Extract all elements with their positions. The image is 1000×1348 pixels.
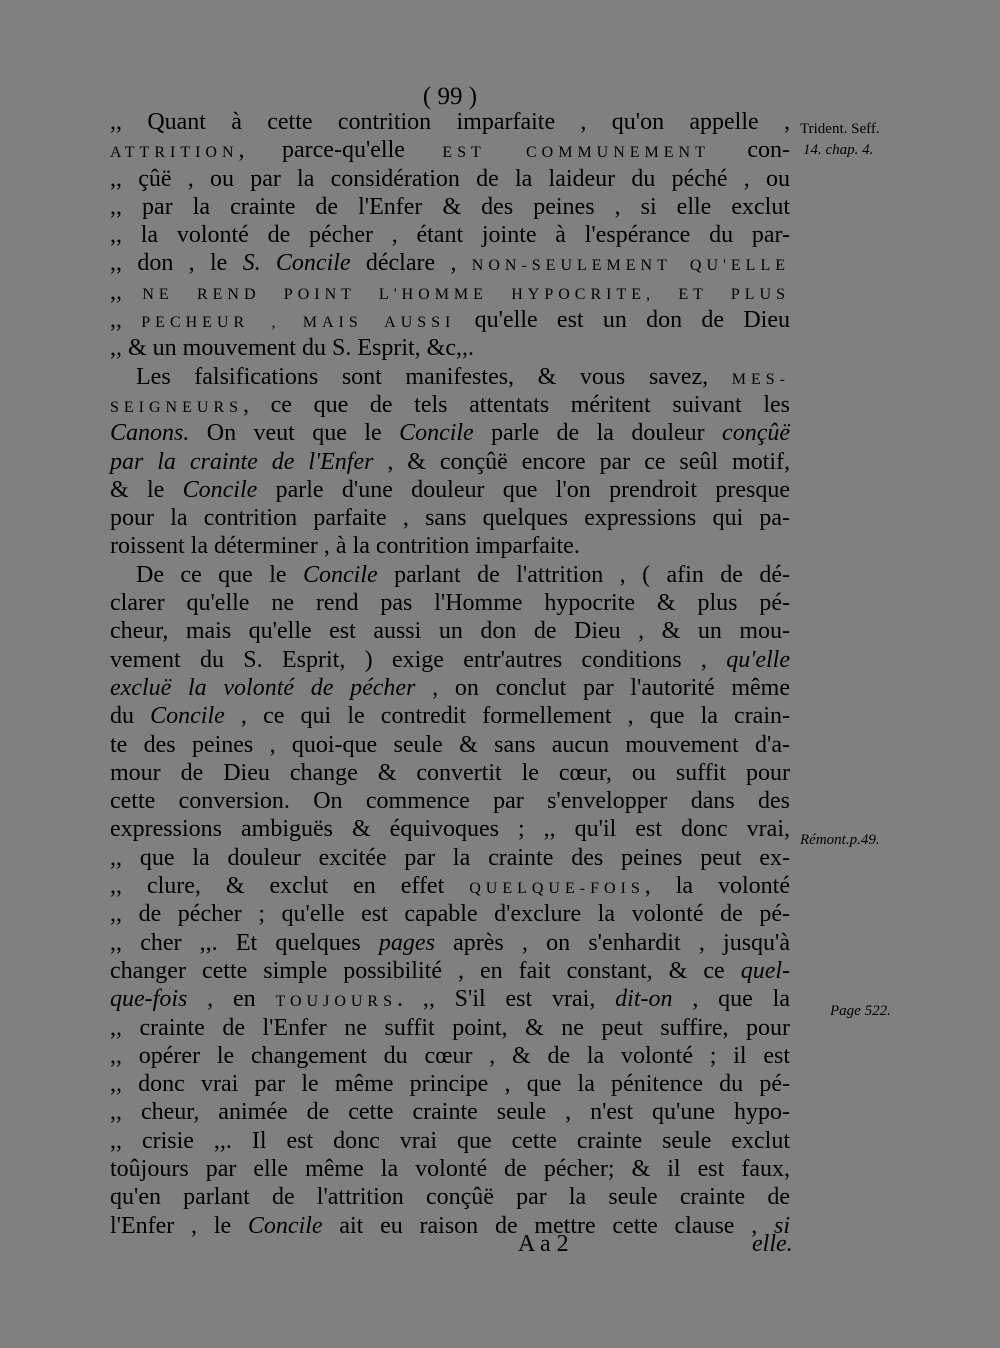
margin-note-remont: Rémont.p.49. — [800, 832, 880, 848]
page-number: ( 99 ) — [422, 83, 478, 110]
text-line: ,, que la douleur excitée par la crainte des peines peut ex- — [110, 844, 790, 871]
margin-note-trident-2: 14. chap. 4. — [803, 142, 874, 158]
text-line: du Concile , ce qui le contredit formellement , que la crain- — [110, 703, 790, 730]
text-line: mour de Dieu change & convertit le cœur, ou suffit pour — [110, 759, 790, 786]
text-line: & le Concile parle d'une douleur que l'on prendroit presque — [110, 476, 790, 503]
text-line: qu'en parlant de l'attrition conçûë par la seule crainte de — [110, 1184, 790, 1211]
text-line: que-fois , en TOUJOURS. ,, S'il est vrai, dit-on , que la — [110, 986, 790, 1013]
text-line: ,, clure, & exclut en effet QUELQUE-FOIS, la volonté — [110, 873, 790, 900]
text-line: SEIGNEURS, ce que de tels attentats méritent suivant les — [110, 391, 790, 418]
text-line: ,, çûë , ou par la considération de la laideur du péché , ou — [110, 165, 790, 192]
text-line: Canons. On veut que le Concile parle de la douleur conçûë — [110, 420, 791, 447]
text-line: excluë la volonté de pécher , on conclut par l'autorité même — [110, 674, 790, 701]
text-line: ,, de pécher ; qu'elle est capable d'exclure la volonté de pé- — [110, 901, 790, 928]
text-line: toûjours par elle même la volonté de pécher; & il est faux, — [110, 1155, 790, 1182]
text-line: par la crainte de l'Enfer , & conçûë encore par ce seûl motif, — [110, 448, 790, 475]
text-line: cette conversion. On commence par s'envelopper dans des — [110, 788, 790, 815]
text-line: ATTRITION, parce-qu'elle EST COMMUNEMENT con- — [110, 137, 790, 164]
text-line: clarer qu'elle ne rend pas l'Homme hypocrite & plus pé- — [110, 590, 790, 617]
margin-note-page: Page 522. — [830, 1003, 891, 1019]
text-line: ,, NE REND POINT L'HOMME HYPOCRITE, ET PLUS — [110, 278, 791, 305]
text-line: ,, & un mouvement du S. Esprit, &c,,. — [110, 335, 474, 362]
text-line: ,, don , le S. Concile déclare , NON-SEULEMENT QU'ELLE — [110, 250, 790, 277]
text-line: ,, cheur, animée de cette crainte seule , n'est qu'une hypo- — [110, 1099, 790, 1126]
text-line: ,, opérer le changement du cœur , & de la volonté ; il est — [110, 1042, 790, 1069]
text-line: Les falsifications sont manifestes, & vous savez, MES- — [136, 363, 790, 390]
text-line: ,, crainte de l'Enfer ne suffit point, & ne peut suffire, pour — [110, 1014, 790, 1041]
text-line: ,, par la crainte de l'Enfer & des peines , si elle exclut — [110, 193, 790, 220]
signature-mark: A a 2 — [518, 1231, 569, 1257]
text-line: ,, la volonté de pécher , étant jointe à l'espérance du par- — [110, 222, 790, 249]
text-line: ,, Quant à cette contrition imparfaite , qu'on appelle , — [110, 109, 790, 135]
text-line: ,, crisie ,,. Il est donc vrai que cette crainte seule exclut — [110, 1127, 790, 1154]
text-line: De ce que le Concile parlant de l'attrition , ( afin de dé- — [136, 561, 790, 588]
page-body-text — [110, 108, 790, 1240]
text-line: vement du S. Esprit, ) exige entr'autres conditions , qu'elle — [110, 646, 790, 673]
text-line: pour la contrition parfaite , sans quelques expressions qui pa- — [110, 505, 790, 532]
text-line: changer cette simple possibilité , en fait constant, & ce quel- — [110, 957, 790, 984]
text-line: cheur, mais qu'elle est aussi un don de Dieu , & un mou- — [110, 618, 790, 645]
text-line: roissent la déterminer , à la contrition imparfaite. — [110, 533, 580, 560]
text-line: te des peines , quoi-que seule & sans aucun mouvement d'a- — [110, 731, 790, 758]
text-line: ,, PECHEUR , MAIS AUSSI qu'elle est un don de Dieu — [110, 307, 790, 334]
margin-note-trident-1: Trident. Seff. — [800, 121, 880, 137]
catchword: elle. — [752, 1231, 793, 1257]
text-line: ,, donc vrai par le même principe , que la pénitence du pé- — [110, 1071, 790, 1098]
text-line: expressions ambiguës & équivoques ; ,, qu'il est donc vrai, — [110, 816, 790, 843]
text-line: l'Enfer , le Concile ait eu raison de mettre cette clause , si — [110, 1212, 790, 1239]
text-line: ,, cher ,,. Et quelques pages après , on s'enhardit , jusqu'à — [110, 929, 791, 956]
